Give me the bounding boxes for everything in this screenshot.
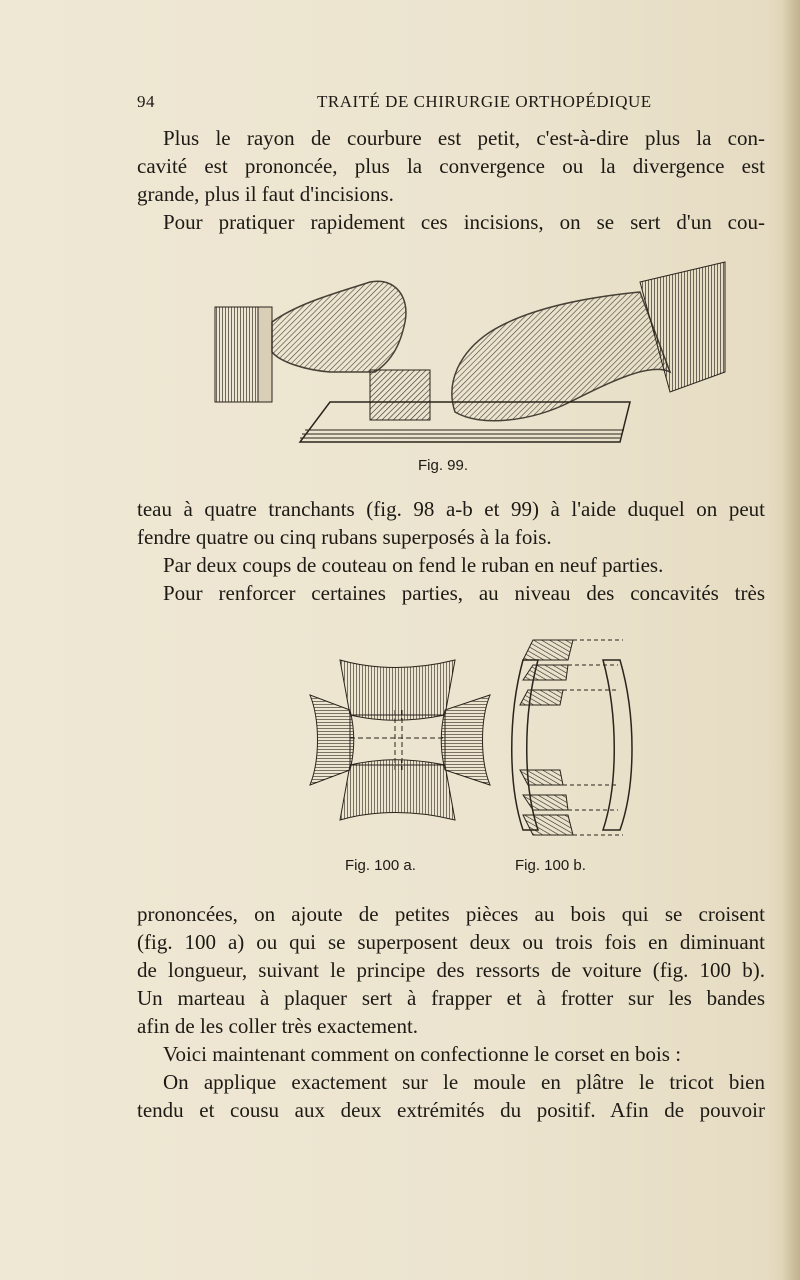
figure-100a-caption: Fig. 100 a. [345,857,416,874]
text-line: fendre quatre ou cinq rubans superposés à la fois. [137,525,552,549]
page-edge-shadow [782,0,800,1280]
text-line: tendu et cousu aux deux extrémités du positif. Afin de pouvoir [137,1098,765,1122]
text-line: cavité est prononcée, plus la convergence ou la divergence est [137,154,765,178]
text-line: Un marteau à plaquer sert à frapper et à frotter sur les bandes [137,986,765,1010]
figure-99-caption: Fig. 99. [418,457,469,474]
figure-100a-illustration [305,650,495,830]
text-line: Voici maintenant comment on confectionne le corset en bois : [163,1042,682,1066]
figure-100b-illustration [508,635,638,845]
text-line: grande, plus il faut d'incisions. [137,182,394,206]
text-line: Pour renforcer certaines parties, au niveau des concavités très [163,581,765,605]
page-number: 94 [137,92,155,111]
paragraph-block-1 [137,124,765,236]
text-line: Pour pratiquer rapidement ces incisions, on se sert d'un cou- [163,210,765,234]
text-line: (fig. 100 a) ou qui se superposent deux ou trois fois en diminuant [137,930,765,954]
text-line: de longueur, suivant le principe des ressorts de voiture (fig. 100 b). [137,958,765,982]
figure-99-illustration [210,252,730,452]
running-title: TRAITÉ DE CHIRURGIE ORTHOPÉDIQUE [317,92,652,111]
text-line: Plus le rayon de courbure est petit, c'est-à-dire plus la con- [163,126,765,150]
paragraph-block-3 [137,900,765,1124]
figure-100b-caption: Fig. 100 b. [515,857,586,874]
text-line: afin de les coller très exactement. [137,1014,419,1038]
text-line: Par deux coups de couteau on fend le ruban en neuf parties. [163,553,664,577]
text-line: On applique exactement sur le moule en plâtre le tricot bien [163,1070,765,1094]
text-line: teau à quatre tranchants (fig. 98 a-b et 99) à l'aide duquel on peut [137,497,765,521]
paragraph-block-2 [137,495,765,607]
text-line: prononcées, on ajoute de petites pièces au bois qui se croisent [137,902,765,926]
